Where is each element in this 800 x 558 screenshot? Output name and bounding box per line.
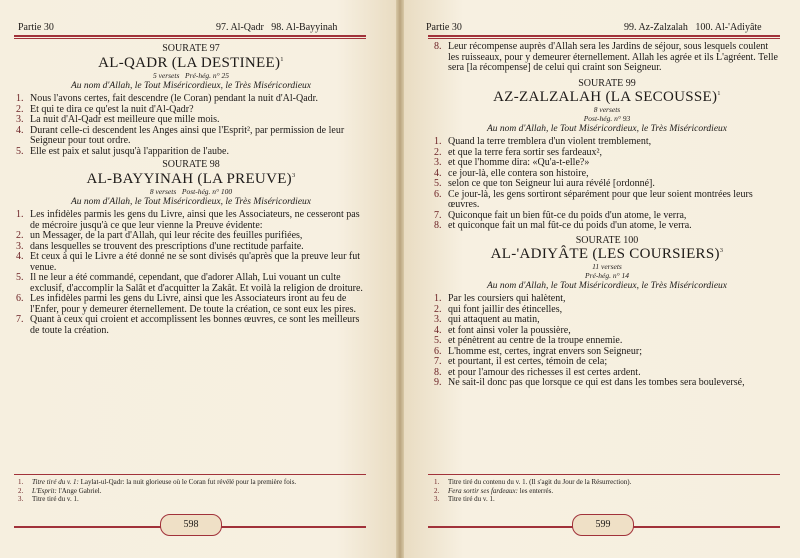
verse: 2. qui font jaillir des étincelles, [434, 303, 563, 315]
left-page-number: 598 [160, 514, 222, 536]
book-gutter [396, 0, 404, 558]
verse: 3. dans lesquelles se trouvent des prescriptions d'une rectitude parfaite. [16, 240, 304, 252]
verse: 7. Quiconque fait un bien fût-ce du poids d'un atome, le verra, [434, 209, 687, 221]
verse: 3. et que l'homme dira: «Qu'a-t-elle?» [434, 157, 590, 168]
sourate-97-meta: 5 versets Pré-hég. n° 25 [152, 70, 230, 80]
left-footnote-rule [14, 474, 366, 475]
left-header-rule [14, 35, 366, 37]
sourate-100-basmala: Au nom d'Allah, le Tout Miséricordieux, le Très Miséricordieux [486, 281, 728, 291]
verse: 8. et quiconque fait un mal fût-ce du poids d'un atome, le verra. [434, 220, 692, 231]
verse: 2. un Messager, de la part d'Allah, qui leur récite des feuilles purifiées, [16, 230, 303, 241]
verse: 5. et pénètrent au centre de la troupe ennemie. [434, 335, 623, 346]
verse: 1. Par les coursiers qui halètent, [434, 293, 566, 304]
right-footnotes [434, 478, 780, 504]
verse: 5. selon ce que ton Seigneur lui aura révélé [ordonné]. [434, 178, 655, 189]
verse: 4. ce jour-là, elle contera son histoire, [434, 167, 589, 179]
verse: 2. et que la terre fera sortir ses fardeaux², [434, 146, 603, 158]
verse: 2. Et qui te dira ce qu'est la nuit d'Al-Qadr? [16, 103, 194, 115]
verse: 7. Quant à ceux qui croient et accomplissent les bonnes œuvres, ce sont les meilleurs de toute la création. [16, 314, 360, 336]
sourate-97-basmala: Au nom d'Allah, le Tout Miséricordieux, le Très Miséricordieux [70, 81, 312, 91]
verse: 6. Les infidèles parmi les gens du Livre, ainsi que les Associateurs iront au feu de l'Enfer, pour y demeurer éternellement. De toute la création, ce sont eux les pires. [16, 293, 356, 315]
verse: 6. Ce jour-là, les gens sortiront séparément pour que leur soient montrées leurs œuvres. [434, 188, 753, 210]
sourate-98-basmala: Au nom d'Allah, le Tout Miséricordieux, le Très Miséricordieux [70, 197, 312, 207]
sourate-100-title: AL-'ADIYÂTE (LES COURSIERS)$^3$ [490, 246, 724, 262]
verse: 4. Durant celle-ci descendent les Anges ainsi que l'Esprit², par permission de leur Seigneur pour tout ordre. [16, 124, 345, 146]
right-footnote-rule [428, 474, 780, 475]
sourate-100-label: SOURATE 100 [575, 234, 639, 246]
footnote: 1. Titre tiré du v. 1: Laylat-ul-Qadr: la nuit glorieuse où le Coran fut révélé pour la première fois. [18, 478, 297, 486]
right-header-sections: 99. Az-Zalzalah 100. Al-'Adiyâte [624, 22, 762, 33]
footnote: 3. Titre tiré du v. 1. [434, 495, 495, 503]
left-page [0, 0, 396, 558]
sourate-100-verses [434, 294, 780, 389]
verse: 3. qui attaquent au matin, [434, 314, 540, 325]
verse: 5. Il ne leur a été commandé, cependant, que d'adorer Allah, Lui vouant un culte exclusif, d'accomplir la Salât et d'acquitter la Zakât. Et voilà la religion de droiture. [16, 272, 363, 294]
verse: 5. Elle est paix et salut jusqu'à l'apparition de l'aube. [16, 145, 229, 157]
sourate-97-label: SOURATE 97 [162, 43, 220, 54]
sourate-100-meta-count: 11 versets [592, 262, 622, 271]
left-header-rule-thin [14, 38, 366, 39]
right-content [434, 42, 780, 389]
verse: 6. L'homme est, certes, ingrat envers son Seigneur; [434, 345, 642, 357]
verse: 8. et pour l'amour des richesses il est certes ardent. [434, 366, 641, 378]
sourate-98-label: SOURATE 98 [162, 159, 220, 170]
sourate-99-meta-count: 8 versets [593, 105, 621, 114]
sourate-97-title: AL-QADR (LA DESTINEE)$^1$ [98, 54, 284, 71]
sourate-98-meta: 8 versets Post-hég. n° 100 [149, 186, 233, 196]
left-header-part: Partie 30 [18, 22, 54, 33]
sourate-99-meta-order: Post-hég. n° 93 [583, 113, 631, 123]
footnote: 2. L'Esprit: l'Ange Gabriel. [18, 486, 102, 495]
verse: 7. et pourtant, il est certes, témoin de cela; [434, 356, 608, 367]
sourate-99-verses [434, 137, 780, 232]
sourate-98-title: AL-BAYYINAH (LA PREUVE)$^3$ [86, 170, 296, 187]
footnote: 3. Titre tiré du v. 1. [18, 495, 79, 503]
verse: 1. Quand la terre tremblera d'un violent tremblement, [434, 136, 652, 147]
right-header-rule-thin [428, 38, 780, 39]
footnote: 1. Titre tiré du contenu du v. 1. (Il s'agit du Jour de la Résurrection). [434, 478, 632, 486]
right-page [404, 0, 800, 558]
right-header-part: Partie 30 [426, 22, 462, 33]
verse: 4. Et ceux à qui le Livre a été donné ne se sont divisés qu'après que la preuve leur fut venue. [16, 251, 361, 273]
verse: 1. Les infidèles parmis les gens du Livre, ainsi que les Associateurs, ne cesseront pas de mécroire jusqu'à ce que leur vienne la Preuve évidente: [16, 209, 360, 231]
sourate-99-basmala: Au nom d'Allah, le Tout Miséricordieux, le Très Miséricordieux [486, 124, 728, 134]
left-content [16, 42, 366, 336]
verse: 3. La nuit d'Al-Qadr est meilleure que mille mois. [16, 114, 220, 125]
sourate-99-label: SOURATE 99 [578, 77, 636, 89]
left-footnotes [18, 478, 368, 504]
right-page-number: 599 [572, 514, 634, 536]
verse: 8. Leur récompense auprès d'Allah sera les Jardins de séjour, sous lesquels coulent les ruisseaux, pour y demeurer éternellement. Allah les agrée et ils L'agréent. Telle sera [la récompense] de celui qui craint son Seigneur. [434, 41, 778, 73]
verse: 9. Ne sait-il donc pas que lorsque ce qui est dans les tombes sera bouleversé, [434, 377, 745, 388]
left-header-sections: 97. Al-Qadr 98. Al-Bayyinah [216, 22, 338, 33]
right-header-rule [428, 35, 780, 37]
sourate-98-verses [16, 210, 366, 336]
sourate-100-meta-order: Pré-hég. n° 14 [584, 270, 630, 280]
footnote: 2. Fera sortir ses fardeaux: les enterrés. [434, 486, 554, 495]
sourate-97-verses [16, 94, 366, 157]
verse: 4. et font ainsi voler la poussière, [434, 324, 571, 336]
verse: 1. Nous l'avons certes, fait descendre (le Coran) pendant la nuit d'Al-Qadr. [16, 93, 318, 104]
sourate-99-title: AZ-ZALZALAH (LA SECOUSSE)$^1$ [493, 89, 721, 105]
